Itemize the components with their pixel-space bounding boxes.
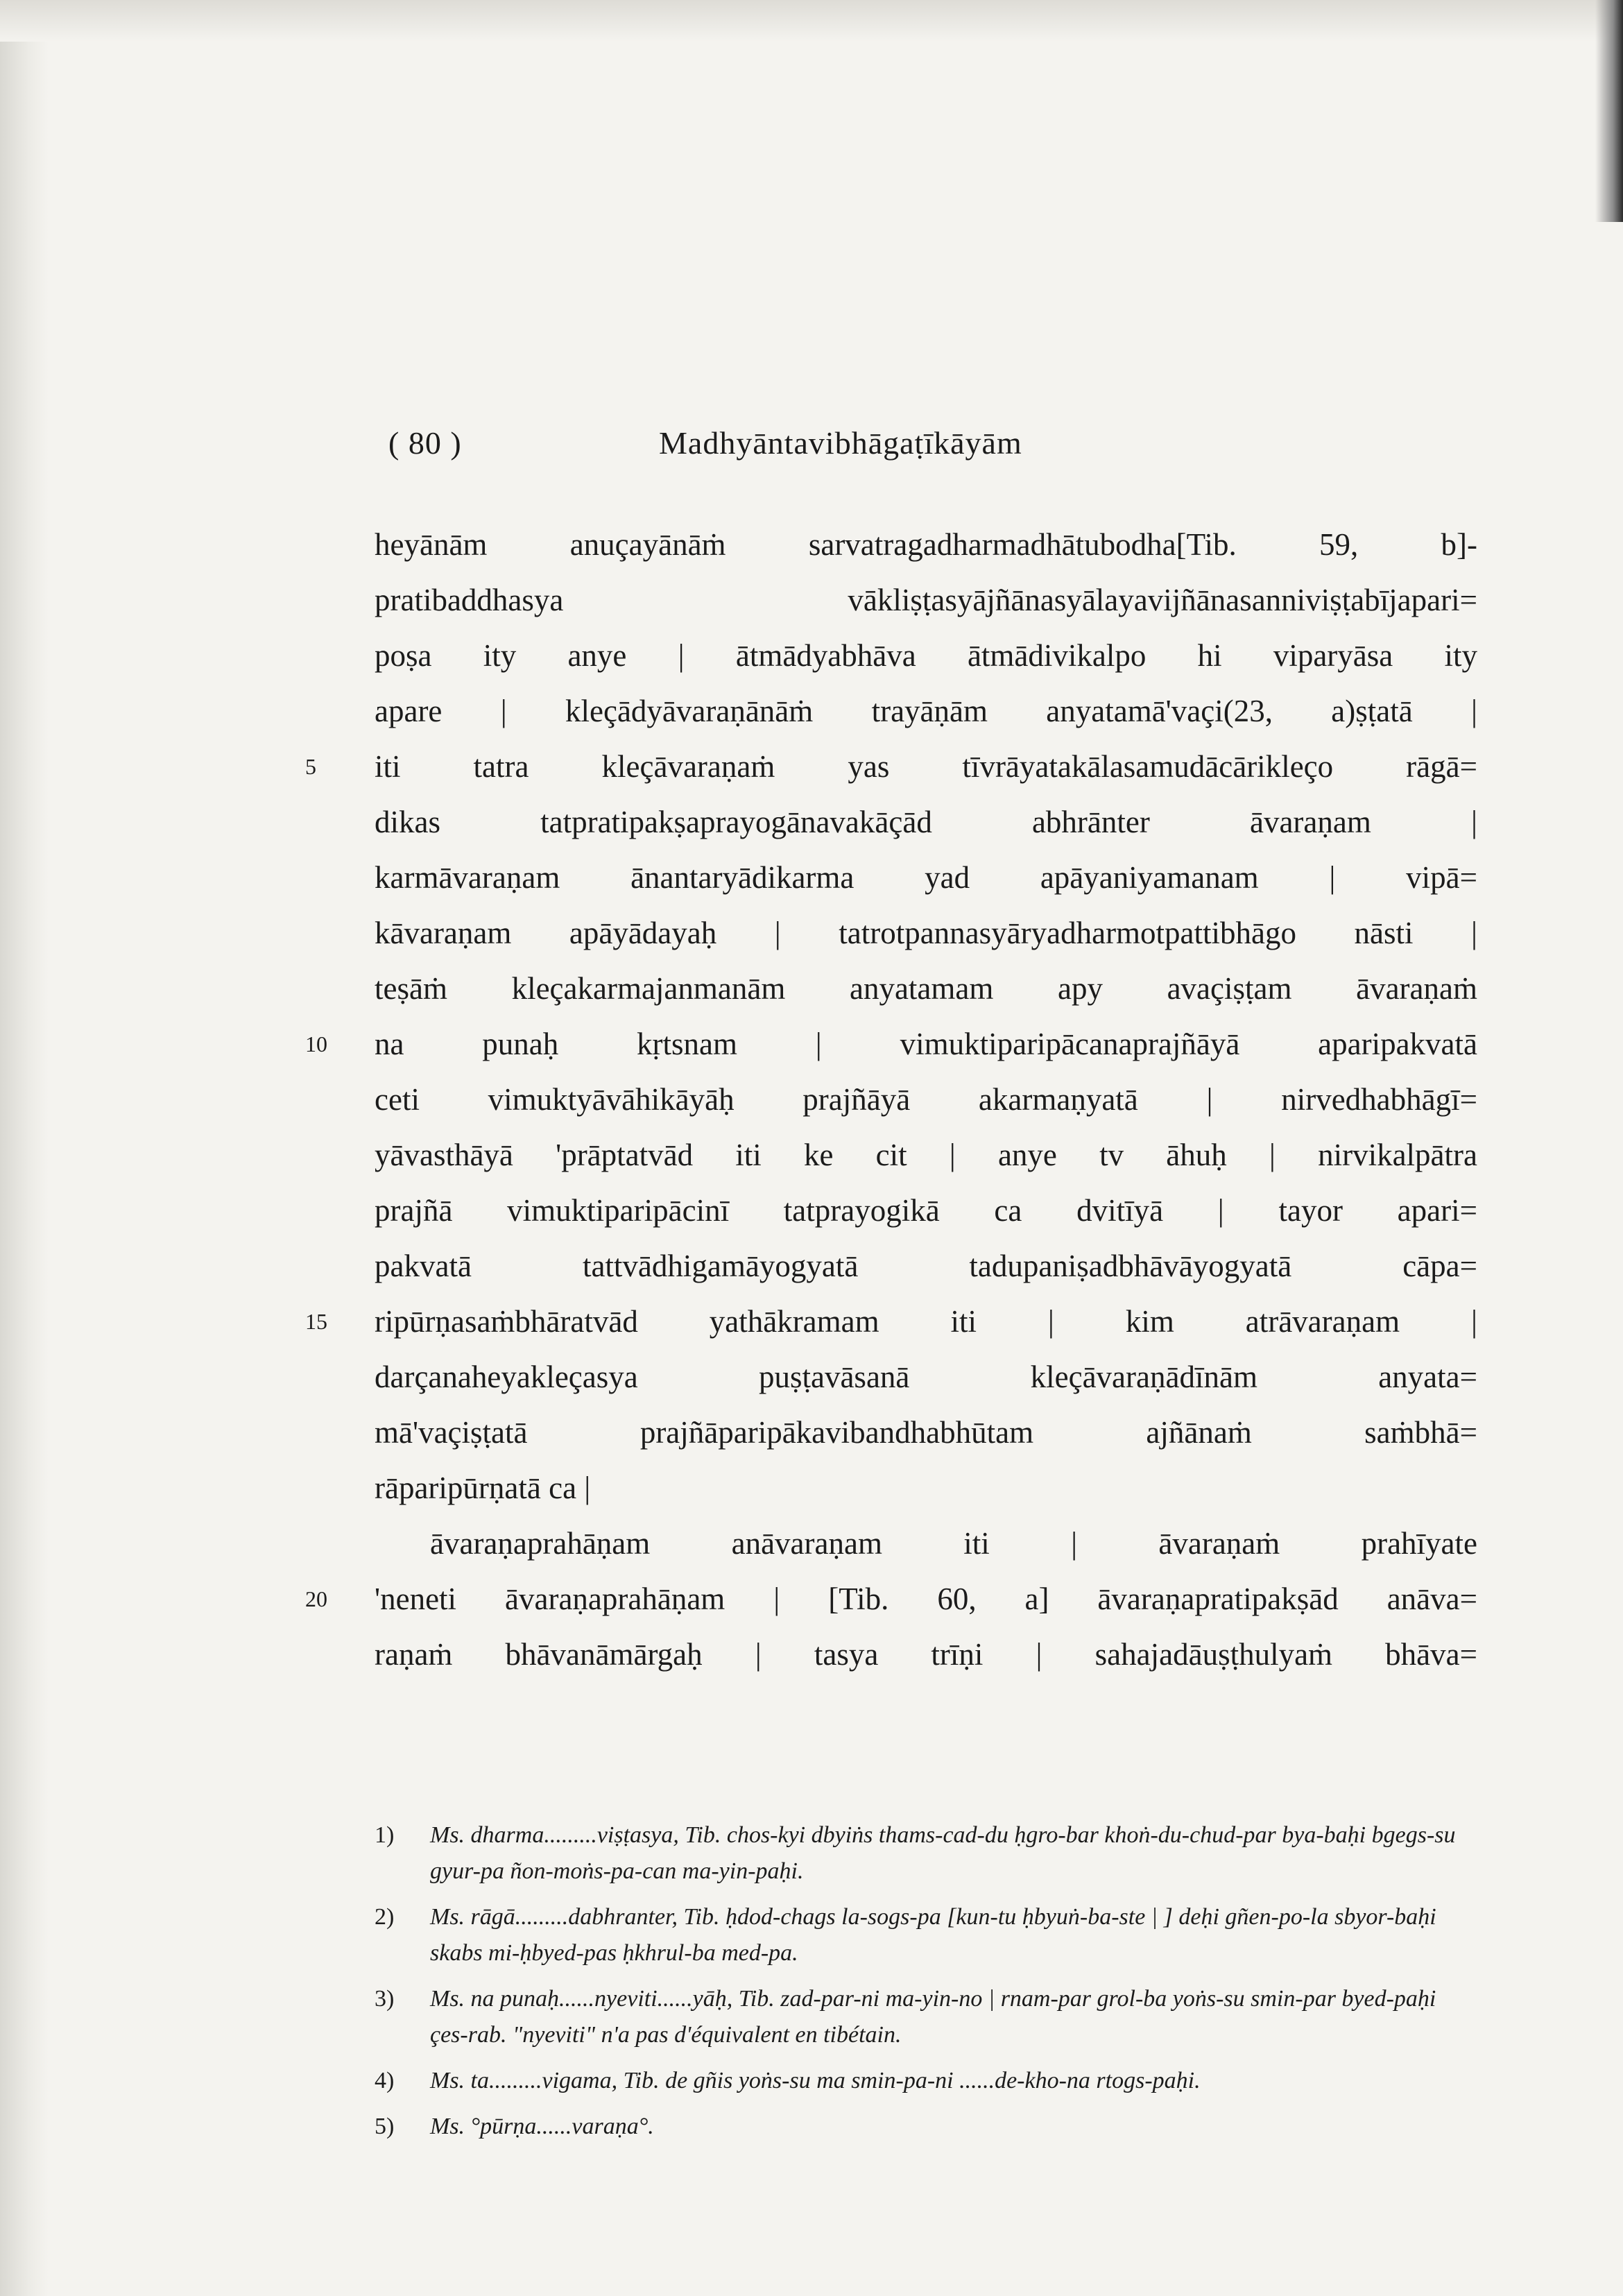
running-title: Madhyāntavibhāgaṭīkāyām [659, 425, 1022, 461]
page-edge-shadow [0, 0, 49, 2296]
text-line: iti tatra kleçāvaraṇaṁ yas tīvrāyatakālasamudācārikleço rāgā= [375, 749, 1477, 784]
text-line: rāparipūrṇatā ca | [375, 1471, 591, 1505]
footnote-text: Ms. rāgā.........dabhranter, Tib. ḥdod-chags la-sogs-pa [kun-tu ḥbyuṅ-ba-ste | ] deḥi gñen-po-la sbyor-baḥi skabs mi-ḥbyed-pas ḥkhrul-ba med-pa. [430, 1904, 1436, 1966]
text-line: pratibaddhasya vākliṣṭasyājñānasyālayavijñānasanniviṣṭabījapari= [375, 583, 1477, 617]
page-top-shadow [0, 0, 1623, 42]
footnote-text: Ms. dharma.........viṣṭasya, Tib. chos-kyi dbyiṅs thams-cad-du ḥgro-bar khoṅ-du-chud-par bya-baḥi bgegs-su gyur-pa ñon-moṅs-pa-can ma-yin-paḥi. [430, 1822, 1456, 1884]
footnote-number: 4) [375, 2068, 395, 2093]
line-number: 20 [305, 1586, 327, 1611]
footnote-text: Ms. °pūrṇa......varaṇa°. [430, 2114, 654, 2139]
footnote-number: 2) [375, 1904, 395, 1930]
text-line: 'neneti āvaraṇaprahāṇam | [Tib. 60, a] āvaraṇapratipakṣād anāva= [375, 1582, 1477, 1616]
main-text [375, 517, 1477, 1682]
text-line: poṣa ity anye | ātmādyabhāva ātmādivikalpo hi viparyāsa ity [375, 638, 1477, 673]
footnote [375, 2063, 1470, 2099]
text-line: ceti vimuktyāvāhikāyāḥ prajñāyā akarmaṇyatā | nirvedhabhāgī= [375, 1082, 1477, 1117]
text-line: pakvatā tattvādhigamāyogyatā tadupaniṣadbhāvāyogyatā cāpa= [375, 1249, 1477, 1283]
text-line: dikas tatpratipakṣaprayogānavakāçād abhrānter āvaraṇam | [375, 805, 1477, 839]
text-line: karmāvaraṇam ānantaryādikarma yad apāyaniyamanam | vipā= [375, 860, 1477, 895]
page-number: ( 80 ) [388, 425, 462, 461]
text-line: heyānām anuçayānāṁ sarvatragadharmadhātubodha[Tib. 59, b]- [375, 527, 1477, 562]
text-line: āvaraṇaprahāṇam anāvaraṇam iti | āvaraṇaṁ prahīyate [430, 1526, 1477, 1561]
text-line: prajñā vimuktiparipācinī tatprayogikā ca dvitīyā | tayor apari= [375, 1193, 1477, 1228]
footnote [375, 1899, 1470, 1971]
footnote [375, 2109, 1470, 2145]
text-line: mā'vaçiṣṭatā prajñāparipākavibandhabhūtam ajñānaṁ saṁbhā= [375, 1415, 1477, 1450]
page-corner-shadow [1595, 0, 1623, 222]
text-line: teṣāṁ kleçakarmajanmanām anyatamam apy avaçiṣṭam āvaraṇaṁ [375, 971, 1477, 1006]
line-number: 10 [305, 1031, 327, 1056]
footnotes [375, 1817, 1470, 2154]
text-line: darçanaheyakleçasya puṣṭavāsanā kleçāvaraṇādīnām anyata= [375, 1360, 1477, 1394]
text-line: na punaḥ kṛtsnam | vimuktiparipācanaprajñāyā aparipakvatā [375, 1027, 1477, 1061]
text-line: apare | kleçādyāvaraṇānāṁ trayāṇām anyatamā'vaçi(23, a)ṣṭatā | [375, 694, 1477, 728]
footnote [375, 1981, 1470, 2053]
text-line: yāvasthāyā 'prāptatvād iti ke cit | anye tv āhuḥ | nirvikalpātra [375, 1138, 1477, 1172]
footnote-text: Ms. ta.........vigama, Tib. de gñis yoṅs-su ma smin-pa-ni ......de-kho-na rtogs-paḥi. [430, 2068, 1201, 2093]
footnote-number: 1) [375, 1822, 395, 1848]
line-number: 15 [305, 1309, 327, 1334]
footnote-number: 3) [375, 1986, 395, 2012]
footnote [375, 1817, 1470, 1890]
text-line: ripūrṇasaṁbhāratvād yathākramam iti | kim atrāvaraṇam | [375, 1304, 1477, 1339]
footnote-text: Ms. na punaḥ......nyeviti......yāḥ, Tib. zad-par-ni ma-yin-no | rnam-par grol-ba yoṅs-su smin-par byed-paḥi çes-rab. "nyeviti" n'a pas d'équivalent en tibétain. [430, 1986, 1436, 2048]
footnote-number: 5) [375, 2114, 395, 2139]
text-line: kāvaraṇam apāyādayaḥ | tatrotpannasyāryadharmotpattibhāgo nāsti | [375, 916, 1477, 950]
text-line: raṇaṁ bhāvanāmārgaḥ | tasya trīṇi | sahajadāuṣṭhulyaṁ bhāva= [375, 1637, 1477, 1672]
line-number: 5 [305, 754, 316, 779]
